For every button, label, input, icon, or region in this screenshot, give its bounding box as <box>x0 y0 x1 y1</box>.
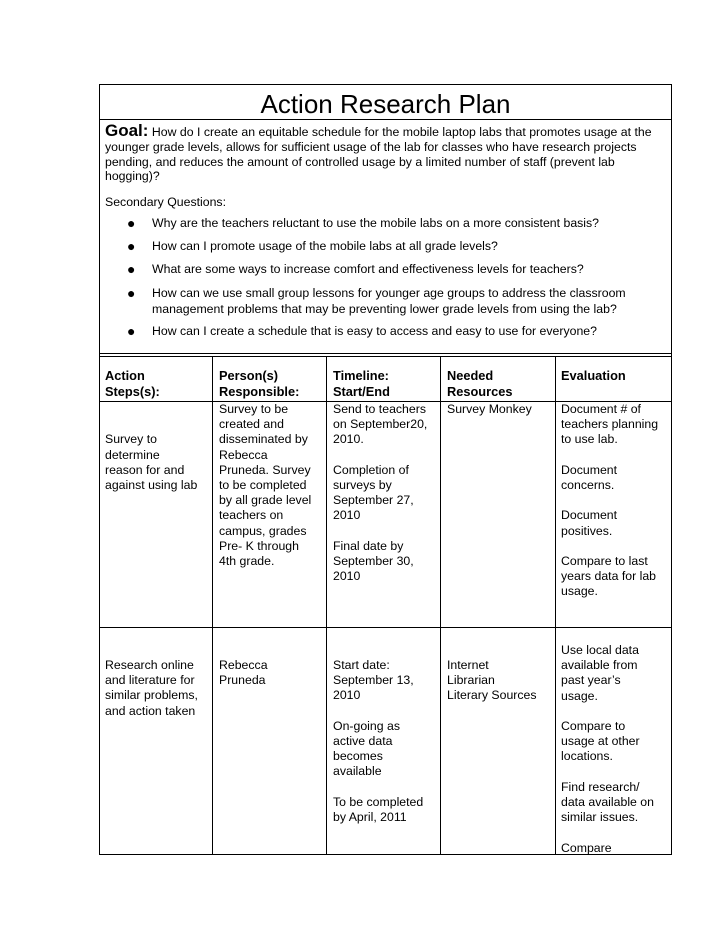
header-evaluation: Evaluation <box>561 368 626 383</box>
table-top-rule <box>100 353 671 357</box>
title-divider <box>100 119 671 120</box>
row-divider <box>100 627 671 628</box>
header-timeline: Timeline: Start/End <box>333 368 390 399</box>
table-cell: Rebecca Pruneda <box>219 658 268 688</box>
bullet-icon: ● <box>127 215 136 231</box>
table-cell: Use local data available from past year’s usage. Compare to usage at other locations. Find research/ data available on similar issues. Compare <box>561 643 654 855</box>
goal-label: Goal: <box>105 121 149 140</box>
goal-text: How do I create an equitable schedule for the mobile laptop labs that promotes usage at the younger grade levels, allows for sufficient usage of the lab for classes who have research projects pending, and reduces the amount of controlled usage by a limited number of staff (prevent lab hogging)? <box>105 125 652 184</box>
bullet-icon: ● <box>127 261 136 277</box>
table-cell: Survey Monkey <box>447 402 532 416</box>
bullet-icon: ● <box>127 285 136 301</box>
header-persons-responsible: Person(s) Responsible: <box>219 368 300 399</box>
goal-paragraph <box>105 121 667 184</box>
header-action-steps: Action Steps(s): <box>105 368 160 399</box>
bullet-icon: ● <box>127 238 136 254</box>
table-cell: Start date: September 13, 2010 On-going as active data becomes available To be completed by April, 2011 <box>333 658 424 825</box>
column-divider <box>326 356 327 854</box>
table-cell: Document # of teachers planning to use lab. Document concerns. Document positives. Compare to last years data for lab usage. <box>561 402 659 599</box>
column-divider <box>440 356 441 854</box>
secondary-questions-label: Secondary Questions: <box>105 195 226 209</box>
bullet-icon: ● <box>127 323 136 339</box>
title-row <box>100 85 671 119</box>
table-cell: Survey to be created and disseminated by Rebecca Pruneda. Survey to be completed by all grade level teachers on campus, grades Pre- K through 4th grade. <box>219 402 312 569</box>
page-title: Action Research Plan <box>260 89 511 119</box>
action-research-plan-document: Action Research Plan Goal: How do I create an equitable schedule for the mobile laptop labs that promotes usage at the younger grade levels, allows for sufficient usage of the lab for classes who have research projects pending, and reduces the amount of controlled usage by a limited number of staff (prevent lab hogging)? Secondary Questions: ● Why are the teachers reluctant to use the mobile labs on a more consistent basis? ● How can I promote usage of the mobile labs at all grade levels? ● What are some ways to increase comfort and effectiveness levels for teachers? ● How can we use small group lessons for younger age groups to address the classroom management problems that may be preventing lower grade levels from using the lab? ● How can I create a schedule that is easy to access and easy to use for everyone? Action Steps(s): Person(s) Responsible: Timeline: Start/End Needed Resources Evaluation Survey to determine reason for and against using lab Survey to be created and disseminated by Rebecca Pruneda. Survey to be completed by all grade level teachers on campus, grades Pre- K through 4th grade. Send to teachers on September20, 2010. Completion of surveys by September 27, 2010 Final date by September 30, 2010 Survey Monkey Document # of teachers planning to use lab. Document concerns. Document positives. Compare to last years data for lab usage. Research online and literature for similar problems, and action taken Rebecca Pruneda Start date: September 13, 2010 On-going as active data becomes available To be completed by April, 2011 Internet Librarian Literary Sources Use local data available from past year’s usage. Compare to usage at other locations. Find research/ data available on similar issues. Compare <box>99 84 672 855</box>
table-cell: Survey to determine reason for and against using lab <box>105 432 198 493</box>
header-needed-resources: Needed Resources <box>447 368 513 399</box>
table-cell: Send to teachers on September20, 2010. Completion of surveys by September 27, 2010 Final date by September 30, 2010 <box>333 402 428 584</box>
column-divider <box>212 356 213 854</box>
table-cell: Internet Librarian Literary Sources <box>447 658 537 703</box>
table-cell: Research online and literature for similar problems, and action taken <box>105 658 198 718</box>
column-divider <box>555 356 556 854</box>
